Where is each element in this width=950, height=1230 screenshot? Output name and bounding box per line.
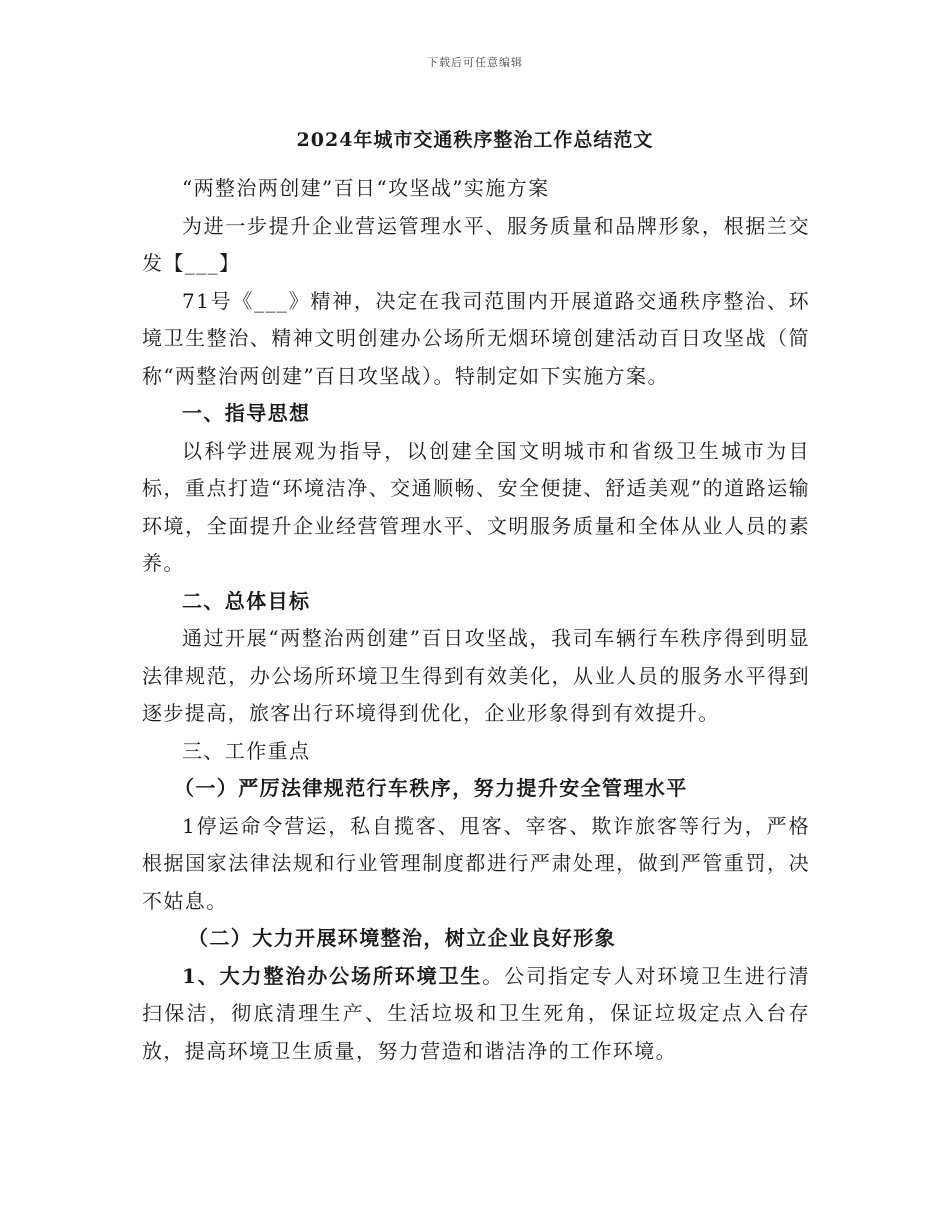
- subheading-environment: （二）大力开展环境整治，树立企业良好形象: [188, 926, 616, 950]
- plan-title-line: “两整治两创建”百日“攻坚战”实施方案: [182, 176, 550, 200]
- paragraph-overall-goal: 通过开展“两整治两创建”百日攻坚战，我司车辆行车秩序得到明显法律规范，办公场所环境卫生得到有效美化，从业人员的服务水平得到逐步提高，旅客出行环境得到优化，企业形象得到有效提升。: [142, 626, 810, 725]
- heading-work-focus: 三、工作重点: [182, 738, 311, 763]
- paragraph-basis: 71号《___》精神，决定在我司范围内开展道路交通秩序整治、环境卫生整治、精神文明创建办公场所无烟环境创建活动百日攻坚战（简称“两整治两创建”百日攻坚战）。特制定如下实施方案。: [142, 288, 810, 388]
- document-title: 2024年城市交通秩序整治工作总结范文: [296, 129, 654, 151]
- paragraph-environment-rest: 。公司指定专人对环境卫生进行清扫保洁，彻底清理生产、生活垃圾和卫生死角，保证垃圾定点入台存放，提高环境卫生质量，努力营造和谐洁净的工作环境。: [142, 963, 810, 1063]
- heading-overall-goal: 二、总体目标: [182, 588, 311, 613]
- paragraph-intro: 为进一步提升企业营运管理水平、服务质量和品牌形象，根据兰交发【___】: [142, 213, 810, 275]
- heading-guiding-thought: 一、指导思想: [182, 401, 311, 425]
- document-body: [142, 170, 810, 1070]
- paragraph-traffic-order: 1停运命令营运，私自揽客、甩客、宰客、欺诈旅客等行为，严格根据国家法律法规和行业管理制度都进行严肃处理，做到严管重罚，决不姑息。: [142, 813, 810, 913]
- paragraph-environment-lead: 1、大力整治办公场所环境卫生: [182, 963, 483, 988]
- header-note: 下载后可任意编辑: [427, 56, 523, 69]
- subheading-traffic-order: （一）严厉法律规范行车秩序，努力提升安全管理水平: [174, 776, 688, 800]
- paragraph-environment: [142, 958, 810, 1071]
- paragraph-guiding-thought: 以科学进展观为指导，以创建全国文明城市和省级卫生城市为目标，重点打造“环境洁净、交通顺畅、安全便捷、舒适美观”的道路运输环境，全面提升企业经营管理水平、文明服务质量和全体从业人员的素养。: [142, 438, 810, 575]
